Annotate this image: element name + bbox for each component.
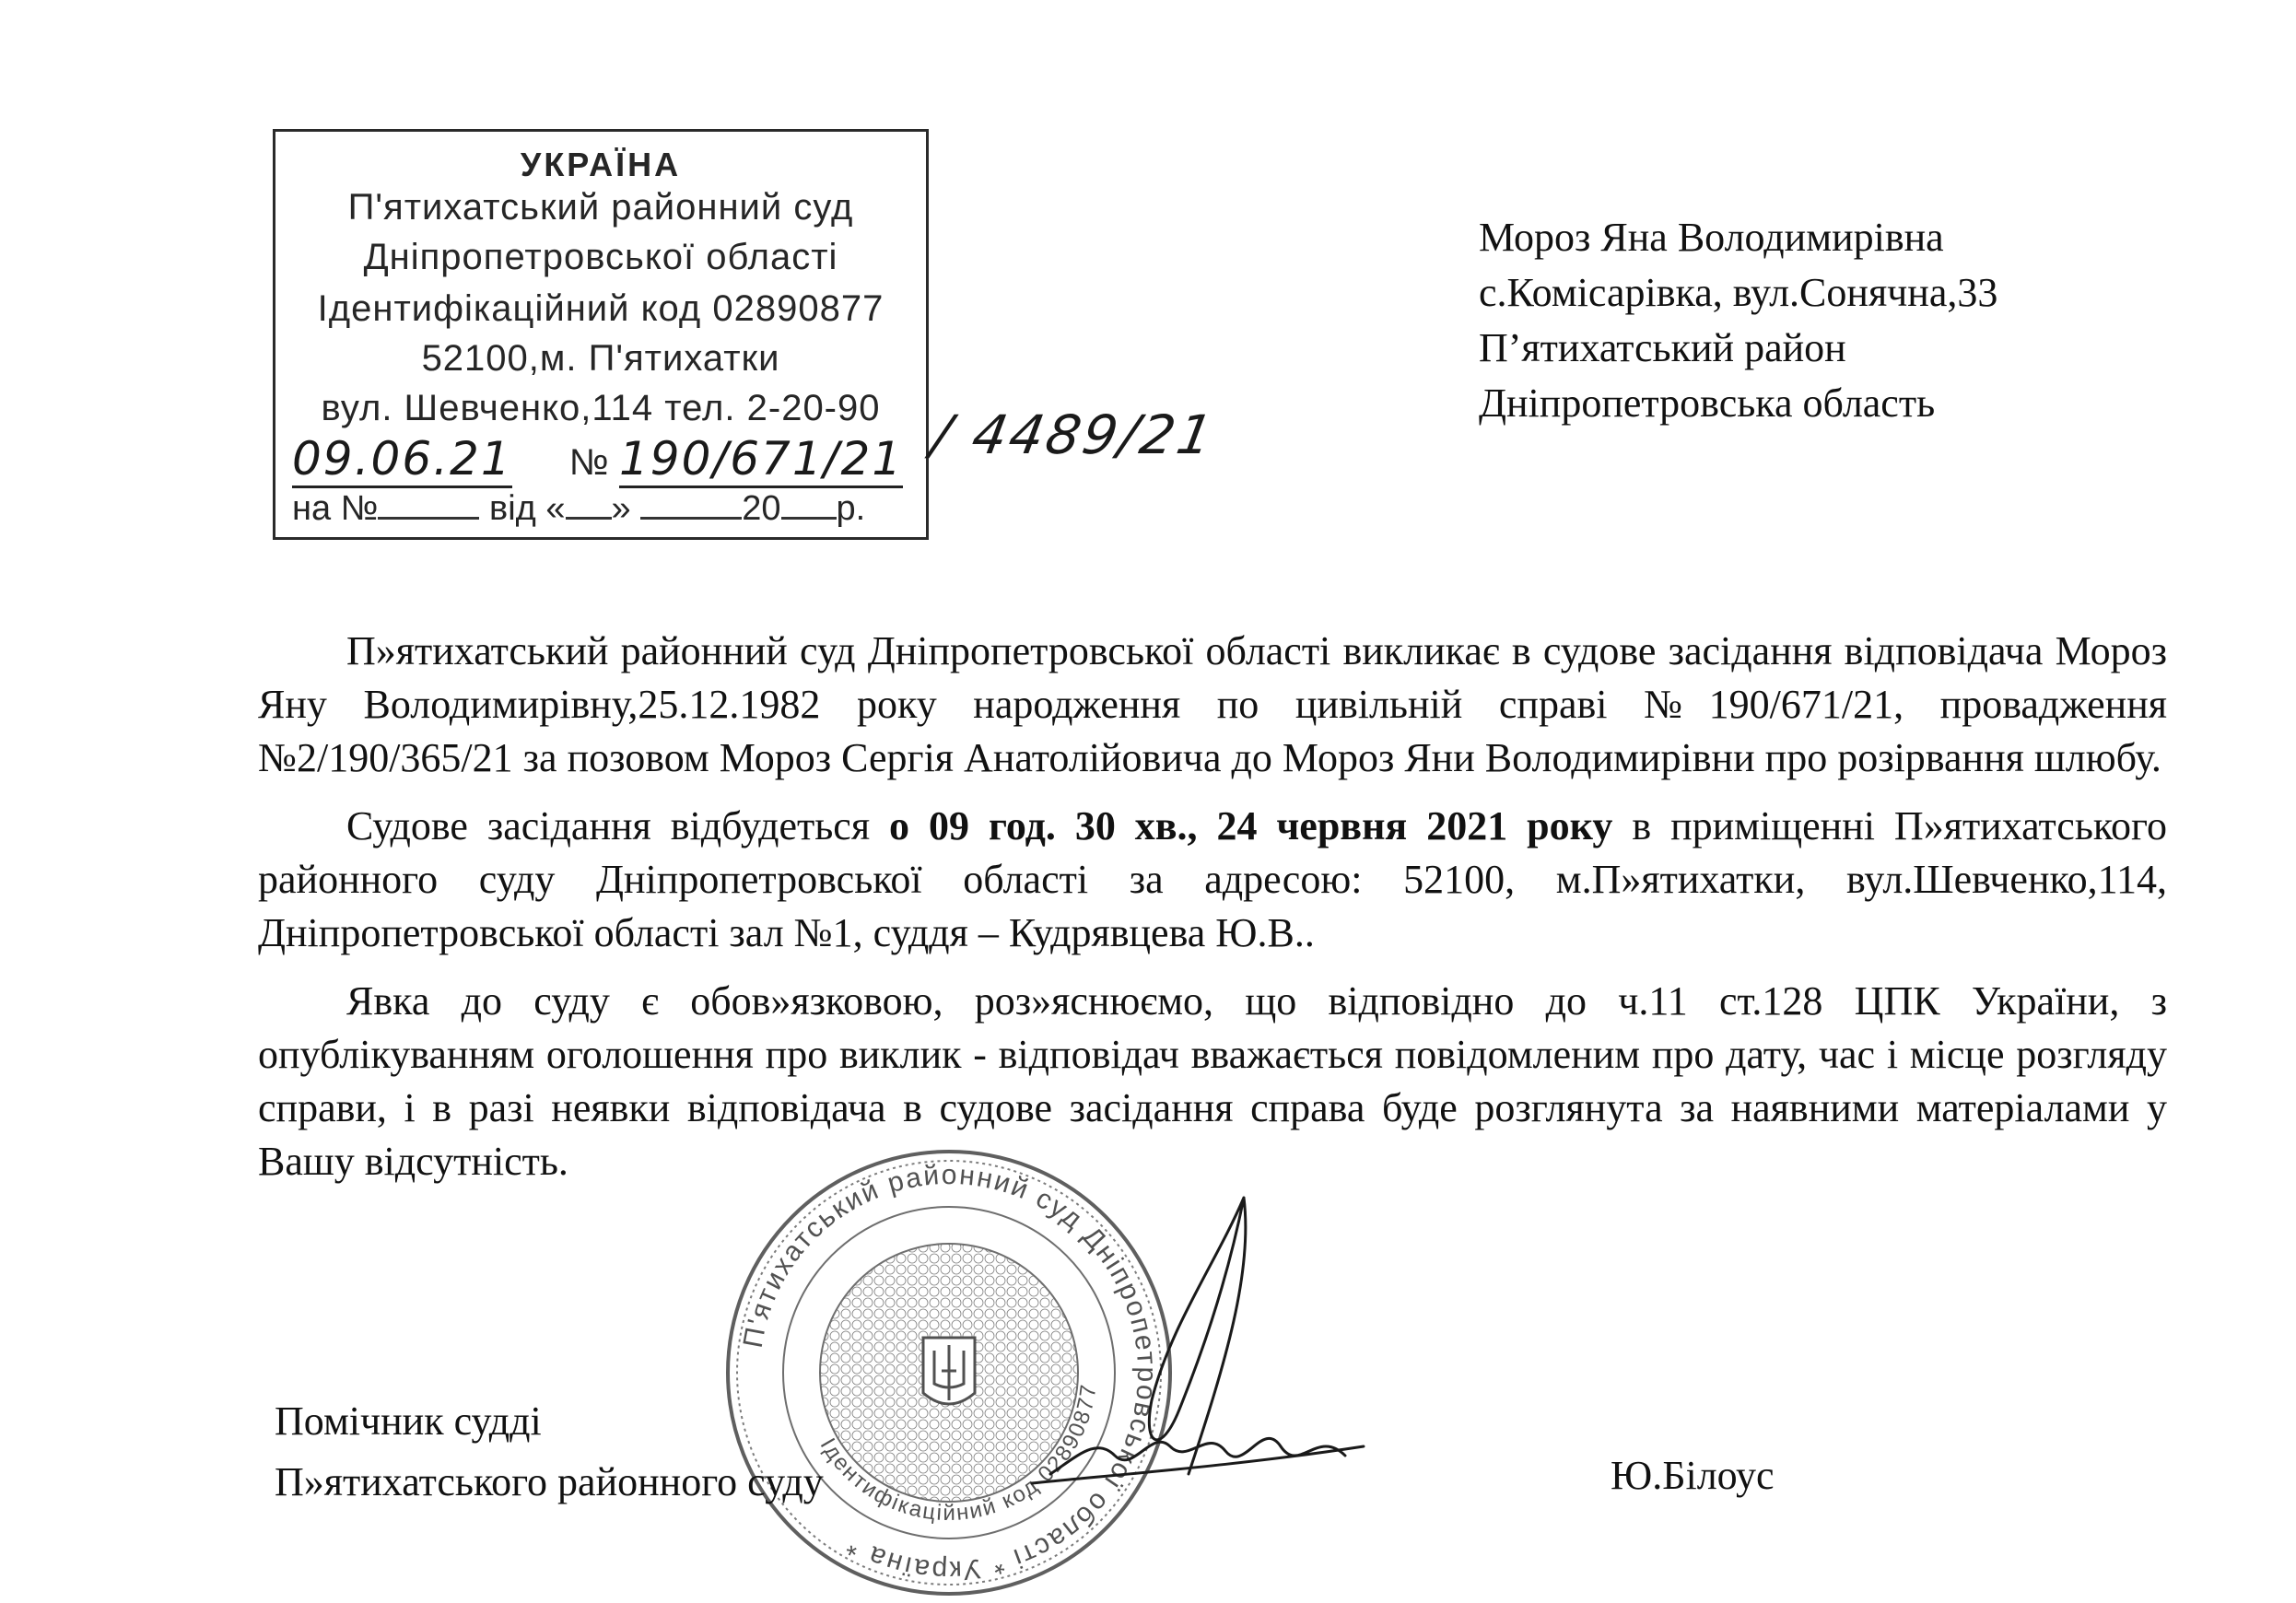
stamp-number-sign: № <box>568 442 609 483</box>
stamp-court-name: П'ятихатський районний суд <box>347 187 854 228</box>
signer-court: П»ятихатського районного суду <box>275 1459 824 1504</box>
stamp-bottom-vid: від « <box>489 489 566 528</box>
signer-title: Помічник судді <box>275 1398 542 1444</box>
seal-outer-text: П'ятихатський районний суд Дніпропетровської області * Україна * <box>737 1159 1163 1586</box>
body-paragraph-attendance: Явка до суду є обов»язковою, роз»яснюємо, що відповідно до ч.11 ст.128 ЦПК України, з опублікуванням оголошення про виклик - відповідач вважається повідомленим про дату, час і місце розгляду справи, і в разі неявки відповідача в судове засідання справа буде розглянута за наявними матеріалами у Вашу відсутність. <box>258 978 2167 1184</box>
addressee-address: с.Комісарівка, вул.Сонячна,33 <box>1479 270 1998 315</box>
addressee-district: П’ятихатський район <box>1479 325 1846 370</box>
seal-inner-text: Ідентифікаційний код 02890877 <box>814 1381 1102 1527</box>
stamp-country: УКРАЇНА <box>520 146 682 183</box>
hearing-location: в приміщенні П»ятихатського районного суду Дніпропетровської області за адресою: 52100, м.П»ятихатки, вул.Шевченко,114, Дніпропетровської області зал №1, суддя – Кудрявцева Ю.В.. <box>258 803 2167 955</box>
stamp-bottom-suffix: р. <box>836 489 866 528</box>
stamp-handwritten-date: 09.06.21 <box>292 432 512 488</box>
addressee-name: Мороз Яна Володимирівна <box>1479 215 1944 260</box>
hearing-intro: Судове засідання відбудеться <box>346 803 871 848</box>
stamp-street-phone: вул. Шевченко,114 тел. 2-20-90 <box>321 388 881 428</box>
stamp-bottom-prefix: на № <box>292 489 379 528</box>
hearing-datetime: о 09 год. 30 хв., 24 червня 2021 року <box>889 803 1613 848</box>
stamp-region: Дніпропетровської області <box>363 237 838 277</box>
signature <box>1013 1179 1493 1511</box>
stamp-id-code: Ідентифікаційний код 02890877 <box>317 288 884 329</box>
body-paragraph-hearing <box>258 800 2167 960</box>
addressee-block <box>1479 210 1997 431</box>
trident-emblem-icon <box>923 1338 975 1404</box>
stamp-handwritten-extra-number: / 4489/21 <box>927 404 1220 466</box>
body-text <box>258 625 2167 1203</box>
stamp-date-number-row <box>292 432 920 484</box>
stamp-reply-row <box>292 489 917 529</box>
registration-stamp <box>273 129 929 540</box>
body-paragraph-summons: П»ятихатський районний суд Дніпропетровської області викликає в судове засідання відповідача Мороз Яну Володимирівну,25.12.1982 року народження по цивільній справі №190/671/21, провадження №2/190/365/21 за позовом Мороз Сергія Анатолійовича до Мороз Яни Володимирівни про розірвання шлюбу. <box>258 628 2167 780</box>
addressee-region: Дніпропетровська область <box>1479 380 1936 426</box>
stamp-bottom-close: » <box>611 489 631 528</box>
stamp-postal: 52100,м. П'ятихатки <box>421 338 780 379</box>
signer-name: Ю.Білоус <box>1611 1453 1775 1498</box>
stamp-bottom-year: 20 <box>742 489 781 528</box>
stamp-handwritten-number: 190/671/21 <box>619 432 903 488</box>
signer-block <box>275 1391 824 1513</box>
